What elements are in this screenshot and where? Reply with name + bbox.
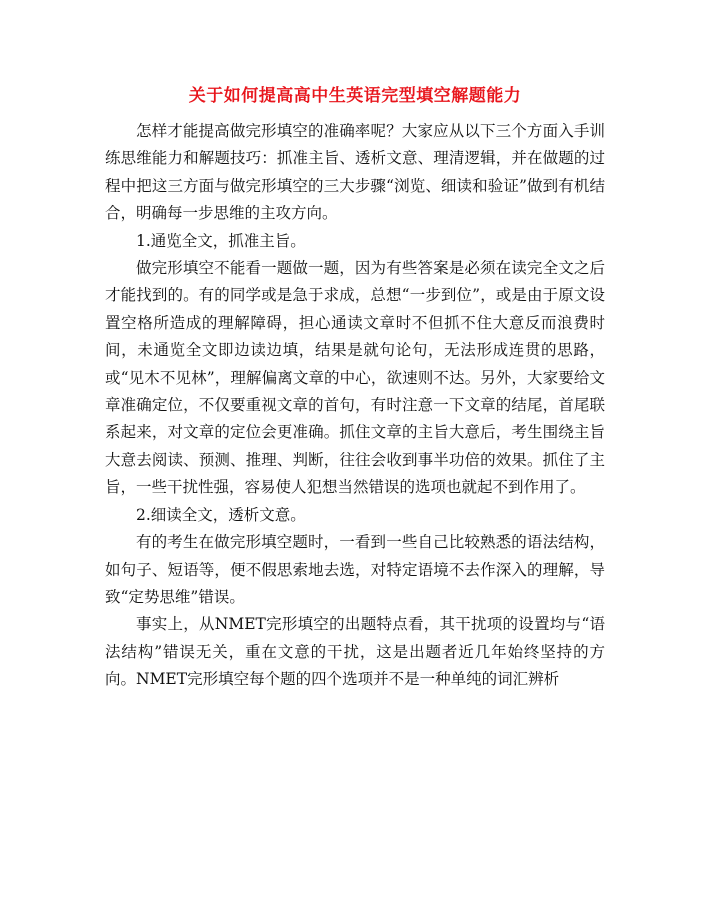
paragraph-section-1: 做完形填空不能看一题做一题，因为有些答案是必须在读完全文之后才能找到的。有的同学或是急于求成，总想“一步到位”，或是由于原文设置空格所造成的理解障碍，担心通读文章时不但抓不住大意反而浪费时间，未通览全文即边读边填，结果是就句论句，无法形成连贯的思路，或“见木不见林”，理解偏离文章的中心，欲速则不达。另外，大家要给文章准确定位，不仅要重视文章的首句，有时注意一下文章的结尾，首尾联系起来，对文章的定位会更准确。抓住文章的主旨大意后，考生围绕主旨大意去阅读、预测、推理、判断，往往会收到事半功倍的效果。抓住了主旨，一些干扰性强，容易使人犯想当然错误的选项也就起不到作用了。 xyxy=(105,259,605,497)
paragraph-section-2a: 有的考生在做完形填空题时，一看到一些自己比较熟悉的语法结构，如句子、短语等，便不假思索地去选，对特定语境不去作深入的理解，导致“定势思维”错误。 xyxy=(105,533,605,606)
document-page xyxy=(105,84,605,694)
section-heading-1: 1.通览全文，抓准主旨。 xyxy=(136,231,306,250)
section-heading-2: 2.细读全文，透析文意。 xyxy=(136,505,306,524)
document-title: 关于如何提高高中生英语完型填空解题能力 xyxy=(188,86,522,106)
paragraph-section-2b: 事实上，从NMET完形填空的出题特点看，其干扰项的设置均与“语法结构”错误无关，重在文意的干扰，这是出题者近几年始终坚持的方向。NMET完形填空每个题的四个选项并不是一种单纯的词汇辨析 xyxy=(105,615,605,689)
paragraph-intro: 怎样才能提高做完形填空的准确率呢？大家应从以下三个方面入手训练思维能力和解题技巧：抓准主旨、透析文意、理清逻辑，并在做题的过程中把这三方面与做完形填空的三大步骤“浏览、细读和验证”做到有机结合，明确每一步思维的主攻方向。 xyxy=(105,122,605,223)
